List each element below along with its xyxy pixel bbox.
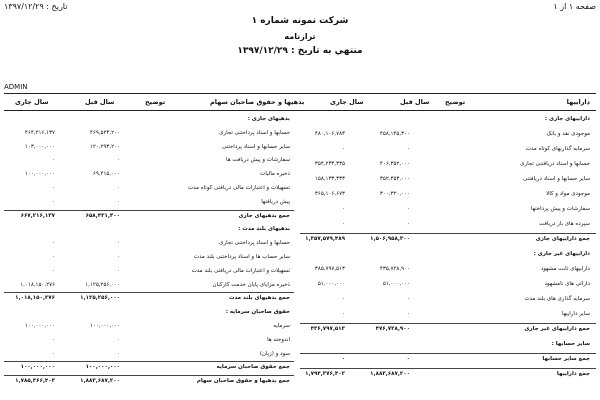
row-label: جمع سایر حسابها bbox=[542, 356, 590, 362]
header-curr-left: سال جاری bbox=[15, 98, 49, 106]
row-prev-year: ۱,۵۰۶,۹۵۸,۳۰۰ bbox=[370, 236, 410, 242]
row-label: پیش دریافتها bbox=[261, 198, 290, 205]
header-top-rule bbox=[4, 93, 596, 94]
table-row bbox=[0, 197, 600, 209]
user-name: ADMIN bbox=[4, 83, 28, 91]
table-row bbox=[0, 307, 600, 319]
row-label: دارائی های نامشهود bbox=[544, 281, 590, 287]
table-row bbox=[0, 114, 600, 126]
table-row bbox=[0, 252, 600, 264]
row-curr-year: ۱۵۸,۱۳۳,۳۳۳ bbox=[314, 176, 345, 182]
row-label: سرمایه گذاری های بلند مدت bbox=[524, 296, 590, 302]
row-label: سرمایه گذاریهای کوتاه مدت bbox=[525, 146, 590, 152]
row-prev-year: ۱,۸۸۳,۶۸۷,۲۰۰ bbox=[370, 371, 410, 377]
row-label: حسابها و اسناد پرداختنی تجاری bbox=[219, 129, 290, 136]
table-row bbox=[0, 293, 600, 305]
row-curr-year: ۱۰۰,۰۰۰,۰۰۰ bbox=[24, 171, 55, 178]
row-label: موجودی مواد و کالا bbox=[546, 191, 590, 197]
row-prev-year: ۰ bbox=[407, 206, 410, 212]
row-prev-year: ۱,۸۸۳,۶۸۷,۲۰۰ bbox=[80, 378, 120, 385]
row-prev-year: ۱۰۰,۰۰۰,۰۰۰ bbox=[89, 323, 120, 329]
table-row bbox=[0, 169, 600, 181]
row-prev-year: ۰ bbox=[117, 254, 120, 260]
header-prev-right: سال قبل bbox=[400, 98, 430, 106]
row-curr-year: ۱,۳۵۷,۵۷۹,۴۸۹ bbox=[305, 236, 345, 242]
row-prev-year: ۰ bbox=[117, 267, 120, 274]
row-curr-year: ۵۱,۰۰۰,۰۰۰ bbox=[317, 281, 345, 287]
row-prev-year: ۳۰۰,۳۲۰,۰۰۰ bbox=[379, 191, 410, 197]
row-curr-year: ۱۰۰,۰۰۰,۰۰۰ bbox=[24, 323, 55, 329]
company-name: شرکت نمونه شماره ۱ bbox=[251, 16, 349, 26]
report-period: منتهي به تاریخ : ۱۳۹۷/۱۲/۲۹ bbox=[237, 46, 363, 56]
row-prev-year: ۰ bbox=[407, 146, 410, 152]
row-prev-year: ۳۵۲,۳۵۳,۰۰۰ bbox=[379, 176, 410, 182]
row-label: سایر حسابها و اسناد دریافتنی bbox=[523, 176, 590, 182]
row-label: داراییهای ثابت مشهود bbox=[540, 266, 590, 272]
row-label: سود و (زیان) bbox=[259, 350, 290, 357]
row-label: جمع بدهیهای جاری bbox=[238, 212, 290, 219]
table-row bbox=[0, 362, 600, 374]
row-curr-year: ۰ bbox=[342, 221, 345, 227]
row-curr-year: ۴۶۴,۲۱۶,۱۳۷ bbox=[24, 129, 55, 136]
row-prev-year: ۰ bbox=[406, 356, 410, 362]
row-curr-year: ۱,۷۸۵,۳۶۶,۴۰۳ bbox=[15, 378, 55, 385]
row-prev-year: ۰ bbox=[117, 198, 120, 205]
row-label: جمع داراییهای غیر جاری bbox=[524, 326, 590, 332]
row-label: داراییهای غیر جاری : bbox=[533, 251, 590, 257]
page-number: صفحه ۱ از ۱ bbox=[553, 2, 596, 11]
table-row bbox=[0, 349, 600, 361]
row-curr-year: ۳۵۴,۲۳۳,۳۳۵ bbox=[314, 161, 345, 167]
row-label: جمع داراییها bbox=[556, 371, 590, 377]
row-label: داراییهای جاری : bbox=[544, 116, 590, 122]
row-prev-year: ۰ bbox=[117, 336, 120, 343]
row-curr-year: ۰ bbox=[342, 311, 345, 317]
header-assets: داراییها bbox=[566, 98, 590, 106]
row-curr-year: ۰ bbox=[52, 254, 55, 260]
row-prev-year: ۰ bbox=[117, 240, 120, 247]
row-curr-year: ۰ bbox=[341, 356, 345, 362]
row-prev-year: ۰ bbox=[407, 296, 410, 302]
table-row bbox=[0, 155, 600, 167]
print-date: تاریخ : ۱۳۹۷/۱۲/۲۹ bbox=[4, 2, 68, 11]
row-label: جمع بدهیها و حقوق صاحبان سهام bbox=[196, 378, 290, 385]
table-row bbox=[0, 128, 600, 140]
row-label: سرمایه bbox=[273, 323, 290, 329]
row-label: سفارشات و پیش دریافت ها bbox=[226, 157, 290, 164]
row-label: سایر حسابها : bbox=[551, 341, 590, 347]
row-prev-year: ۱۲۰,۲۹۳,۲۰۰ bbox=[89, 143, 120, 150]
row-label: سایر حسابها و اسناد پرداختنی bbox=[222, 143, 290, 150]
row-label: بدهیهای بلند مدت : bbox=[238, 226, 290, 233]
row-prev-year: ۰ bbox=[117, 157, 120, 164]
row-label: حسابها و اسناد دریافتنی تجاری bbox=[520, 161, 590, 167]
table-row bbox=[0, 238, 600, 250]
row-curr-year: ۰ bbox=[342, 146, 345, 152]
table-row bbox=[0, 376, 600, 388]
row-prev-year: ۶۹,۴۱۵,۰۰۰ bbox=[92, 171, 120, 178]
row-prev-year: ۴۵۸,۱۴۵,۳۰۰ bbox=[379, 131, 410, 137]
row-prev-year: ۶۵۸,۴۳۱,۴۰۰ bbox=[85, 212, 120, 219]
table-row bbox=[0, 142, 600, 154]
row-curr-year: ۰ bbox=[342, 296, 345, 302]
row-curr-year: ۰ bbox=[52, 350, 55, 357]
row-curr-year: ۰ bbox=[52, 336, 55, 343]
table-row bbox=[0, 335, 600, 347]
report-name: ترازنامه bbox=[284, 32, 316, 41]
table-row bbox=[0, 280, 600, 292]
row-label: ذخیره مالیات bbox=[260, 171, 290, 178]
row-curr-year: ۰ bbox=[342, 206, 345, 212]
table-row bbox=[0, 321, 600, 333]
header-desc-left: توضیح bbox=[145, 98, 166, 106]
table-row bbox=[0, 224, 600, 236]
row-curr-year: ۱,۰۱۸,۱۵۰,۲۷۶ bbox=[15, 295, 55, 302]
header-curr-right: سال جاری bbox=[330, 98, 364, 106]
row-label: موجودی نقد و بانک bbox=[546, 131, 590, 137]
row-label: جمع حقوق صاحبان سرمایه bbox=[216, 364, 290, 371]
row-label: سایر حساب ها و اسناد پرداختنی بلند مدت bbox=[193, 254, 290, 260]
row-curr-year: ۱۰۳,۰۰۰,۰۰۰ bbox=[24, 143, 55, 150]
row-label: اندوخته ها bbox=[267, 336, 290, 343]
row-label: جمع داراییهای جاری bbox=[535, 236, 590, 242]
row-curr-year: ۳۸۵,۷۹۷,۵۱۳ bbox=[314, 266, 345, 272]
table-row bbox=[0, 266, 600, 278]
row-label: تسهیلات و اعتبارات مالی دریافتی بلند مدت bbox=[191, 267, 290, 274]
row-prev-year: ۴۰۶,۳۵۲,۰۰۰ bbox=[379, 161, 410, 167]
header-prev-left: سال قبل bbox=[85, 98, 115, 106]
row-prev-year: ۱۰۰,۰۰۰,۰۰۰ bbox=[85, 364, 120, 371]
row-curr-year: ۱,۷۹۴,۳۷۶,۴۰۲ bbox=[305, 371, 345, 377]
row-label: سفارشات و پیش پرداختها bbox=[530, 206, 590, 212]
row-curr-year: ۱۰۰,۰۰۰,۰۰۰ bbox=[20, 364, 55, 371]
row-curr-year: ۴۸۰,۱۰۶,۷۸۳ bbox=[314, 131, 345, 137]
row-prev-year: ۰ bbox=[407, 221, 410, 227]
row-label: ذخیره مزایای پایان خدمت کارکنان bbox=[212, 281, 290, 288]
row-curr-year: ۰ bbox=[52, 198, 55, 205]
row-label: تسهیلات و اعتبارات مالی دریافتی کوتاه مدت bbox=[187, 185, 290, 191]
row-curr-year: ۰ bbox=[52, 240, 55, 247]
table-row bbox=[0, 183, 600, 195]
row-prev-year: ۴۶۹,۵۲۳,۲۰۰ bbox=[89, 129, 120, 136]
row-prev-year: ۰ bbox=[117, 185, 120, 191]
header-bottom-rule bbox=[4, 110, 596, 111]
row-curr-year: ۰ bbox=[52, 157, 55, 164]
row-label: سپرده های باز دریافت bbox=[539, 221, 590, 227]
row-label: حسابها و اسناد پرداختنی تجاری bbox=[219, 240, 290, 247]
row-prev-year: ۵۱,۰۰۰,۰۰۰ bbox=[382, 281, 410, 287]
row-prev-year: ۰ bbox=[407, 311, 410, 317]
row-curr-year: ۱,۰۱۸,۱۵۰,۲۷۶ bbox=[20, 281, 55, 288]
row-prev-year: ۰ bbox=[117, 350, 120, 357]
row-curr-year: ۴۳۶,۷۹۷,۵۱۳ bbox=[310, 326, 345, 332]
row-prev-year: ۴۷۶,۷۲۸,۹۰۰ bbox=[375, 326, 410, 332]
row-label: حقوق صاحبان سرمایه : bbox=[225, 309, 290, 316]
row-curr-year: ۶۶۷,۲۱۶,۱۳۷ bbox=[20, 212, 55, 219]
row-curr-year: ۰ bbox=[52, 267, 55, 274]
header-desc-right: توضیح bbox=[445, 98, 466, 106]
row-prev-year: ۴۳۵,۷۲۸,۹۰۰ bbox=[379, 266, 410, 272]
row-prev-year: ۱,۱۲۵,۲۵۶,۰۰۰ bbox=[85, 281, 120, 288]
row-curr-year: ۰ bbox=[52, 185, 55, 191]
header-liabilities: بدهیها و حقوق صاحبان سهام bbox=[210, 98, 305, 106]
row-label: جمع بدهیهای بلند مدت bbox=[228, 295, 290, 302]
row-prev-year: ۱,۱۲۵,۲۵۶,۰۰۰ bbox=[80, 295, 120, 302]
row-label: سایر داراییها bbox=[561, 311, 590, 317]
row-curr-year: ۳۶۵,۱۰۶,۶۷۳ bbox=[314, 191, 345, 197]
table-row bbox=[0, 211, 600, 223]
row-label: بدهیهای جاری : bbox=[247, 116, 290, 122]
